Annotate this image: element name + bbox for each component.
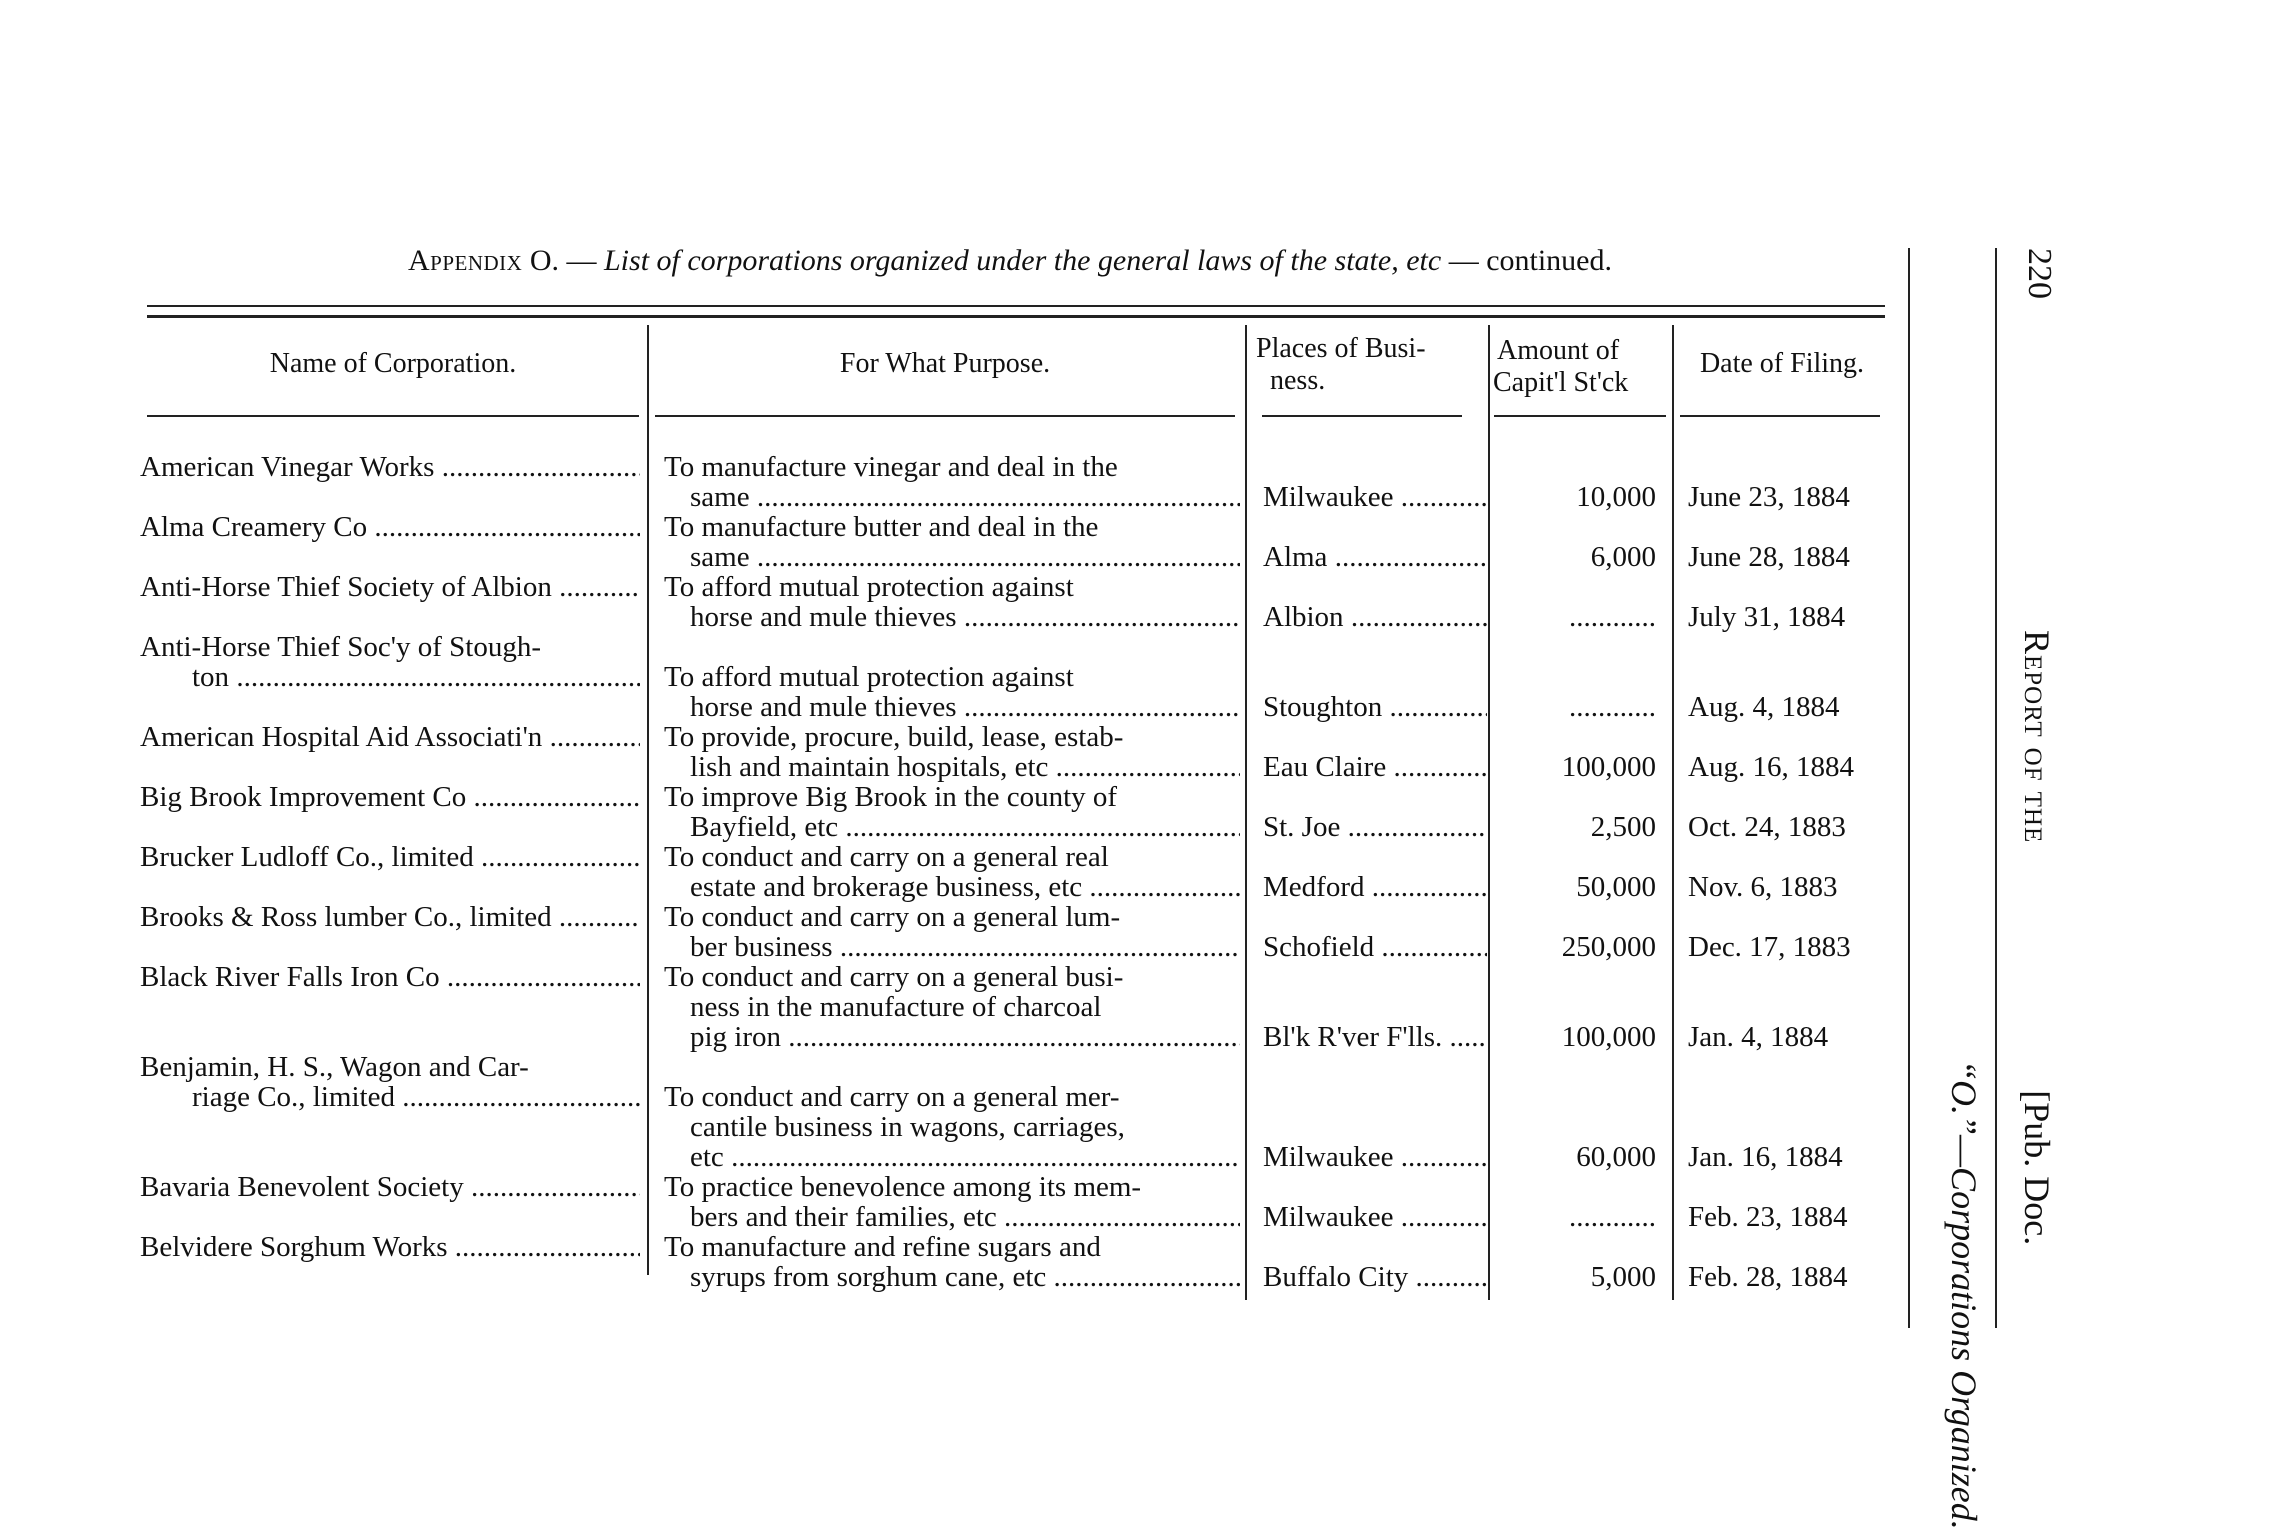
caption-dash: —	[566, 244, 597, 277]
corporation-name-line: American Hospital Aid Associati'n .....	[140, 722, 640, 752]
corporation-name-line: Alma Creamery Co .....	[140, 512, 640, 542]
capital-stock-amount: 50,000	[1576, 872, 1656, 902]
place-of-business: Eau Claire .....	[1263, 752, 1487, 782]
top-rule	[147, 305, 1885, 307]
corporation-purpose-line: To conduct and carry on a general mer-	[664, 1082, 1120, 1113]
corporation-name	[140, 722, 640, 752]
header-purpose: For What Purpose.	[839, 348, 1051, 379]
header-place-line-2: ness.	[1270, 365, 1326, 396]
corporation-name	[140, 782, 640, 812]
corporation-name	[140, 1172, 640, 1202]
corporation-name	[140, 1052, 640, 1112]
appendix-caption	[140, 244, 1880, 278]
column-divider	[647, 325, 649, 1275]
capital-stock-amount: 5,000	[1590, 1262, 1656, 1292]
corporation-purpose-line: same .....	[664, 482, 1240, 512]
capital-stock-amount: 100,000	[1561, 752, 1656, 782]
capital-stock-amount: ............	[1569, 1202, 1656, 1232]
corporation-purpose	[664, 572, 1240, 632]
capital-stock-amount: 250,000	[1561, 932, 1656, 962]
filing-date: June 23, 1884	[1688, 482, 1850, 512]
corporation-purpose-line: bers and their families, etc .....	[664, 1202, 1240, 1232]
corporation-name	[140, 632, 640, 692]
corporation-purpose	[664, 662, 1240, 722]
corporation-name	[140, 962, 640, 992]
corporation-purpose	[664, 722, 1240, 782]
place-of-business: St. Joe .....	[1263, 812, 1487, 842]
corporation-purpose-line: To provide, procure, build, lease, estab-	[664, 722, 1124, 753]
corporation-purpose-line: To improve Big Brook in the county of	[664, 782, 1118, 813]
column-divider	[1245, 325, 1247, 1300]
capital-stock-amount: 60,000	[1576, 1142, 1656, 1172]
caption-continued: — continued.	[1448, 244, 1612, 277]
corporation-name-line: ton .....	[140, 662, 640, 692]
place-of-business: Albion .....	[1263, 602, 1487, 632]
capital-stock-amount: ............	[1569, 602, 1656, 632]
corporation-purpose-line: To manufacture vinegar and deal in the	[664, 452, 1118, 483]
place-of-business: Buffalo City .....	[1263, 1262, 1487, 1292]
corporation-purpose	[664, 902, 1240, 962]
capital-stock-amount: 6,000	[1590, 542, 1656, 572]
corporation-name	[140, 452, 640, 482]
corporation-purpose-line: Bayfield, etc .....	[664, 812, 1240, 842]
capital-stock-amount: ............	[1569, 692, 1656, 722]
header-rule	[655, 415, 1235, 417]
corporation-purpose-line: To afford mutual protection against	[664, 572, 1074, 603]
capital-stock-amount: 100,000	[1561, 1022, 1656, 1052]
corporation-name	[140, 842, 640, 872]
corporation-purpose-line: To afford mutual protection against	[664, 662, 1074, 693]
column-divider	[1672, 325, 1674, 1300]
filing-date: Oct. 24, 1883	[1688, 812, 1846, 842]
filing-date: June 28, 1884	[1688, 542, 1850, 572]
filing-date: Feb. 23, 1884	[1688, 1202, 1848, 1232]
corporation-name	[140, 902, 640, 932]
corporation-purpose-line: ness in the manufacture of charcoal	[690, 991, 1102, 1023]
corporation-purpose-line: etc .....	[664, 1142, 1240, 1172]
corporation-purpose-line: To practice benevolence among its mem-	[664, 1172, 1142, 1203]
place-of-business: Alma .....	[1263, 542, 1487, 572]
corporation-name-line: Black River Falls Iron Co .....	[140, 962, 640, 992]
header-rule	[1262, 415, 1462, 417]
appendix-label: Appendix	[407, 244, 523, 277]
header-rule	[147, 415, 639, 417]
filing-date: Aug. 4, 1884	[1688, 692, 1840, 722]
place-of-business: Medford .....	[1263, 872, 1487, 902]
corporation-purpose	[664, 452, 1240, 512]
corporation-name-line: Bavaria Benevolent Society .....	[140, 1172, 640, 1202]
corporation-purpose	[664, 1172, 1240, 1232]
margin-rule-outer	[1995, 248, 1997, 1328]
corporation-name-line: Big Brook Improvement Co .....	[140, 782, 640, 812]
place-of-business: Schofield .....	[1263, 932, 1487, 962]
filing-date: Dec. 17, 1883	[1688, 932, 1851, 962]
corporation-purpose-line: pig iron .....	[664, 1022, 1240, 1052]
corporation-name-line: Benjamin, H. S., Wagon and Car-	[140, 1052, 529, 1083]
corporation-name-line: American Vinegar Works .....	[140, 452, 640, 482]
corporation-name-line: Brooks & Ross lumber Co., limited .....	[140, 902, 640, 932]
corporation-purpose-line: horse and mule thieves .....	[664, 602, 1240, 632]
corporation-purpose	[664, 842, 1240, 902]
place-of-business: Milwaukee .....	[1263, 482, 1487, 512]
filing-date: Jan. 4, 1884	[1688, 1022, 1829, 1052]
running-head	[2016, 630, 2058, 1245]
place-of-business: Stoughton .....	[1263, 692, 1487, 722]
filing-date: Feb. 28, 1884	[1688, 1262, 1848, 1292]
header-amount-line-1: Amount of	[1497, 335, 1620, 366]
header-amount	[1493, 335, 1673, 399]
corporation-purpose-line: ber business .....	[664, 932, 1240, 962]
corporation-name	[140, 512, 640, 542]
capital-stock-amount: 2,500	[1590, 812, 1656, 842]
corporation-purpose-line: horse and mule thieves .....	[664, 692, 1240, 722]
corporation-purpose-line: To manufacture and refine sugars and	[664, 1232, 1101, 1263]
header-date: Date of Filing.	[1699, 348, 1865, 379]
pub-doc-label: [Pub. Doc.	[2017, 1090, 2057, 1246]
capital-stock-amount: 10,000	[1576, 482, 1656, 512]
filing-date: Nov. 6, 1883	[1688, 872, 1838, 902]
margin-rule-inner	[1908, 248, 1910, 1328]
header-place	[1256, 333, 1486, 397]
corporation-name-line: Brucker Ludloff Co., limited .....	[140, 842, 640, 872]
corporation-name-line: Anti-Horse Thief Soc'y of Stough-	[140, 632, 541, 663]
corporation-purpose-line: lish and maintain hospitals, etc .....	[664, 752, 1240, 782]
header-name: Name of Corporation.	[269, 348, 517, 379]
corporation-purpose	[664, 1082, 1240, 1172]
page-number: 220	[2021, 248, 2058, 299]
corporation-purpose	[664, 962, 1240, 1052]
header-amount-line-2: Capit'l St'ck	[1493, 367, 1629, 398]
place-of-business: Bl'k R'ver F'lls. .....	[1263, 1022, 1487, 1052]
corporation-purpose	[664, 512, 1240, 572]
corporation-purpose-line: To manufacture butter and deal in the	[664, 512, 1099, 543]
appendix-letter: O.	[529, 244, 559, 277]
top-double-rule	[147, 315, 1885, 318]
report-label: Report of the	[2017, 630, 2057, 844]
corporation-purpose-line: To conduct and carry on a general busi-	[664, 962, 1124, 993]
corporation-purpose-line: estate and brokerage business, etc .....	[664, 872, 1240, 902]
corporation-purpose-line: To conduct and carry on a general real	[664, 842, 1109, 873]
filing-date: Aug. 16, 1884	[1688, 752, 1854, 782]
header-place-line-1: Places of Busi-	[1256, 333, 1426, 364]
corporation-purpose-line: syrups from sorghum cane, etc .....	[664, 1262, 1240, 1292]
filing-date: July 31, 1884	[1688, 602, 1846, 632]
caption-title: List of corporations organized under the general laws of the state, etc	[604, 244, 1442, 277]
corporation-name	[140, 572, 640, 602]
corporation-purpose-line: same .....	[664, 542, 1240, 572]
corporation-purpose	[664, 782, 1240, 842]
place-of-business: Milwaukee .....	[1263, 1202, 1487, 1232]
corporation-purpose-line: To conduct and carry on a general lum-	[664, 902, 1121, 933]
corporation-purpose	[664, 1232, 1240, 1292]
header-rule	[1680, 415, 1880, 417]
corporation-name	[140, 1232, 640, 1262]
header-rule	[1494, 415, 1666, 417]
section-title: “O.”—Corporations Organized.	[1944, 1060, 1984, 1530]
filing-date: Jan. 16, 1884	[1688, 1142, 1843, 1172]
corporation-name-line: riage Co., limited .....	[140, 1082, 640, 1112]
corporation-name-line: Belvidere Sorghum Works .....	[140, 1232, 640, 1262]
place-of-business: Milwaukee .....	[1263, 1142, 1487, 1172]
corporation-name-line: Anti-Horse Thief Society of Albion .....	[140, 572, 640, 602]
corporation-purpose-line: cantile business in wagons, carriages,	[690, 1111, 1125, 1143]
